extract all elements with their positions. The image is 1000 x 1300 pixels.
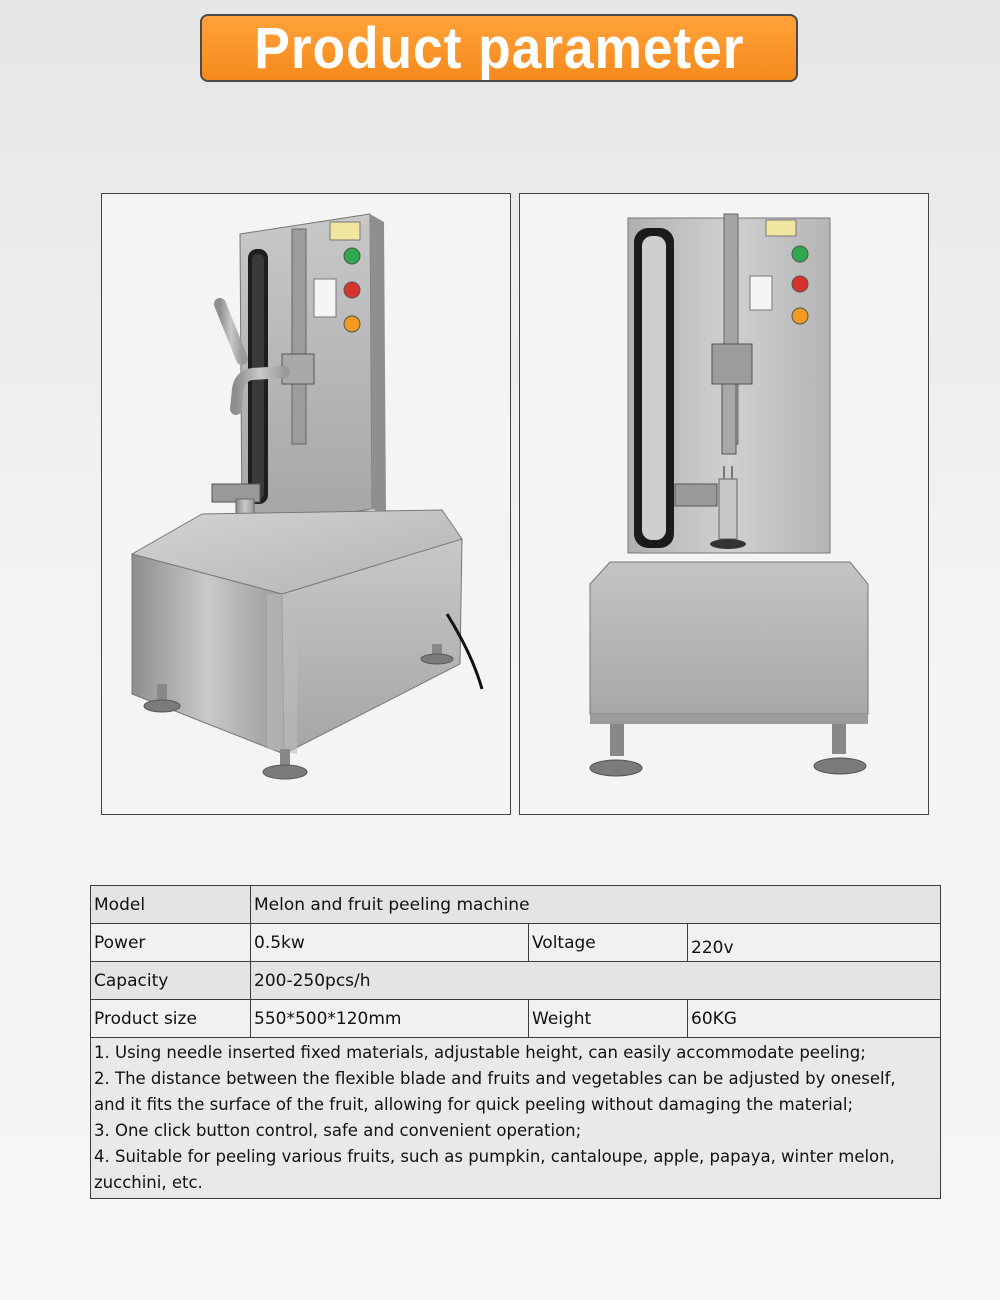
table-row	[91, 1038, 941, 1199]
machine-illustration-angled	[102, 194, 510, 814]
capacity-label: Capacity	[91, 962, 251, 1000]
size-label: Product size	[91, 1000, 251, 1038]
feature-line: 4. Suitable for peeling various fruits, such as pumpkin, cantaloupe, apple, papaya, winter melon,	[94, 1147, 895, 1166]
weight-value: 60KG	[688, 1000, 941, 1038]
table-row	[91, 1000, 941, 1038]
voltage-value: 220v	[688, 924, 941, 962]
model-label: Model	[91, 886, 251, 924]
power-label: Power	[91, 924, 251, 962]
voltage-label: Voltage	[529, 924, 688, 962]
feature-line: and it fits the surface of the fruit, allowing for quick peeling without damaging the material;	[94, 1095, 853, 1114]
machine-photo-front	[519, 193, 929, 815]
machine-illustration-front	[520, 194, 928, 814]
feature-line: 3. One click button control, safe and convenient operation;	[94, 1121, 582, 1140]
feature-description	[91, 1038, 941, 1199]
power-value: 0.5kw	[251, 924, 529, 962]
page-title: Product parameter	[253, 15, 745, 81]
feature-line: 1. Using needle inserted fixed materials, adjustable height, can easily accommodate peeling;	[94, 1043, 866, 1062]
table-row	[91, 924, 941, 962]
feature-line: 2. The distance between the flexible blade and fruits and vegetables can be adjusted by oneself,	[94, 1069, 896, 1088]
table-row	[91, 886, 941, 924]
model-value: Melon and fruit peeling machine	[251, 886, 941, 924]
title-banner	[200, 14, 798, 82]
size-value: 550*500*120mm	[251, 1000, 529, 1038]
table-row	[91, 962, 941, 1000]
capacity-value: 200-250pcs/h	[251, 962, 941, 1000]
weight-label: Weight	[529, 1000, 688, 1038]
machine-photo-angled	[101, 193, 511, 815]
feature-line: zucchini, etc.	[94, 1173, 203, 1192]
spec-table	[90, 885, 941, 1199]
